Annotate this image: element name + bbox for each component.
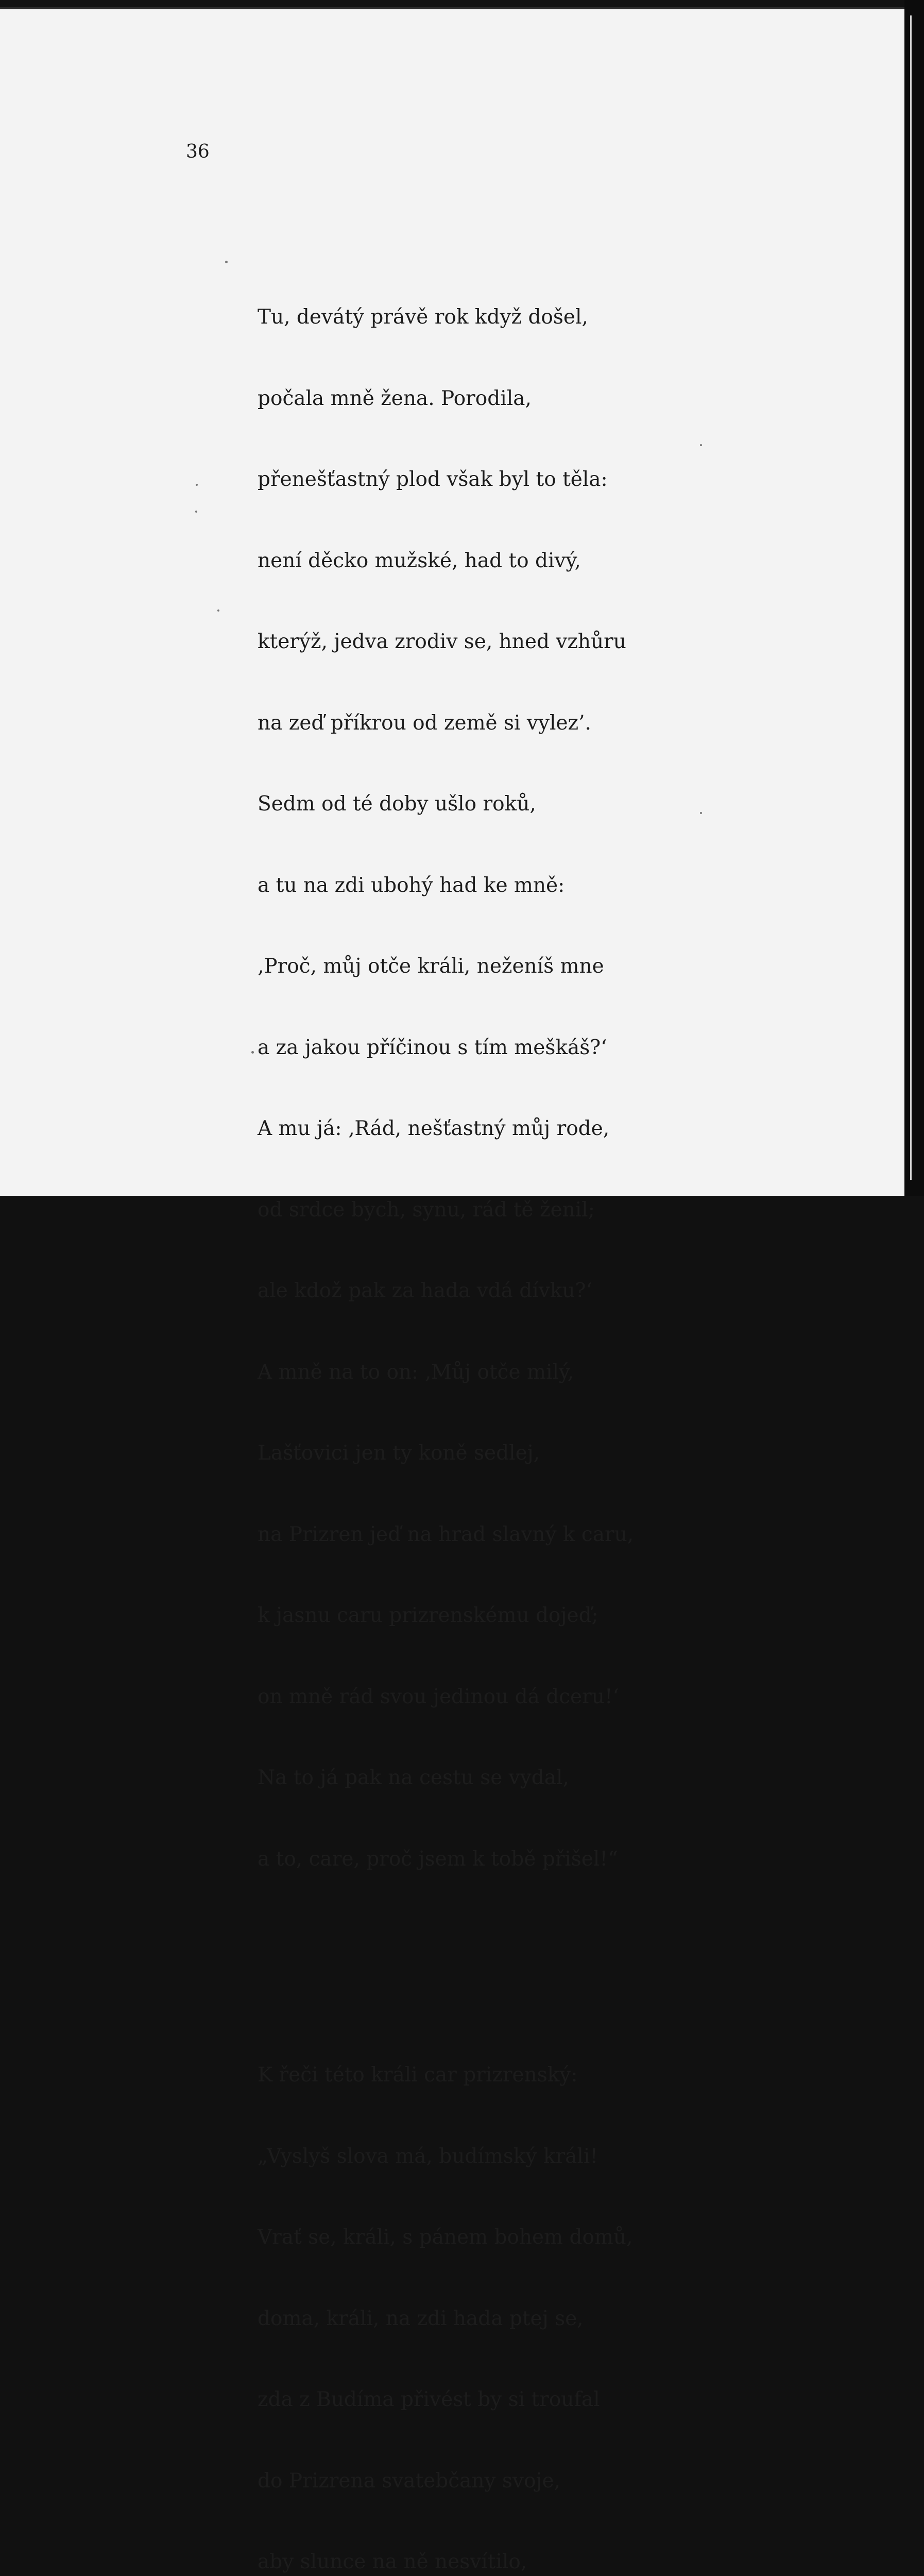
verse-line: a tu na zdi ubohý had ke mně: (258, 873, 565, 897)
verse-line: ale kdož pak za hada vdá dívku?‘ (258, 1279, 592, 1302)
paper-speck (196, 484, 198, 486)
paper-speck (225, 261, 228, 263)
verse-line: aby slunce na ně nesvítilo, (258, 2550, 527, 2573)
verse-line: Tu, devátý právě rok když došel, (258, 306, 588, 329)
verse-line: doma, králi, na zdi hada ptej se, (258, 2307, 584, 2330)
verse-line: on mně rád svou jedinou dá dceru!‘ (258, 1685, 619, 1708)
verse-line: a to, care, proč jsem k tobě přišel!“ (258, 1847, 618, 1871)
verse-line: „Vyslyš slova má, budímský králi! (258, 2144, 598, 2168)
verse-line: do Prizrena svatebčany svoje, (258, 2469, 560, 2493)
verse-line: K řeči této králi car prizrenský: (258, 2063, 578, 2087)
verse-line: A mu já: ‚Rád, nešťastný můj rode, (258, 1117, 610, 1140)
book-page (0, 7, 904, 2573)
page-number: 36 (186, 141, 210, 162)
verse-line: Vrať se, králi, s pánem bohem domů, (258, 2226, 633, 2249)
stanza-2 (258, 2008, 634, 2576)
verse-line: Lašťovici jen ty koně sedlej, (258, 1442, 540, 1465)
scan-edge-strip (904, 0, 924, 1196)
verse-line: Na to já pak na cestu se vydal, (258, 1766, 569, 1789)
scan-edge-line (910, 15, 912, 1180)
stanza-1 (258, 250, 634, 1927)
verse-line: od srdce bych, synu, rád tě ženil; (258, 1198, 595, 1222)
verse-line: na Prizren jeď na hrad slavný k caru, (258, 1522, 634, 1546)
verse-line: přenešťastný plod však byl to těla: (258, 468, 608, 491)
verse-line: na zeď příkrou od země si vylez’. (258, 711, 591, 735)
verse-line: kterýž, jedva zrodiv se, hned vzhůru (258, 630, 626, 653)
verse-line: počala mně žena. Porodila, (258, 386, 532, 410)
verse-line: A mně na to on: ‚Můj otče milý, (258, 1360, 574, 1384)
paper-speck (700, 444, 702, 446)
verse-line: zda z Budíma přivést by si troufal (258, 2388, 600, 2411)
verse-line: a za jakou příčinou s tím meškáš?‘ (258, 1036, 607, 1059)
paper-speck (700, 812, 702, 814)
paper-speck (195, 511, 197, 513)
verse-line: k jasnu caru prizrenskému dojeď; (258, 1604, 598, 1627)
paper-speck (251, 1051, 254, 1054)
verse-line: ‚Proč, můj otče králi, neženíš mne (258, 955, 604, 978)
paper-speck (217, 609, 219, 612)
verse-line: není děcko mužské, had to divý, (258, 549, 581, 572)
verse-line: Sedm od té doby ušlo roků, (258, 792, 536, 816)
poem-text (258, 196, 634, 2576)
